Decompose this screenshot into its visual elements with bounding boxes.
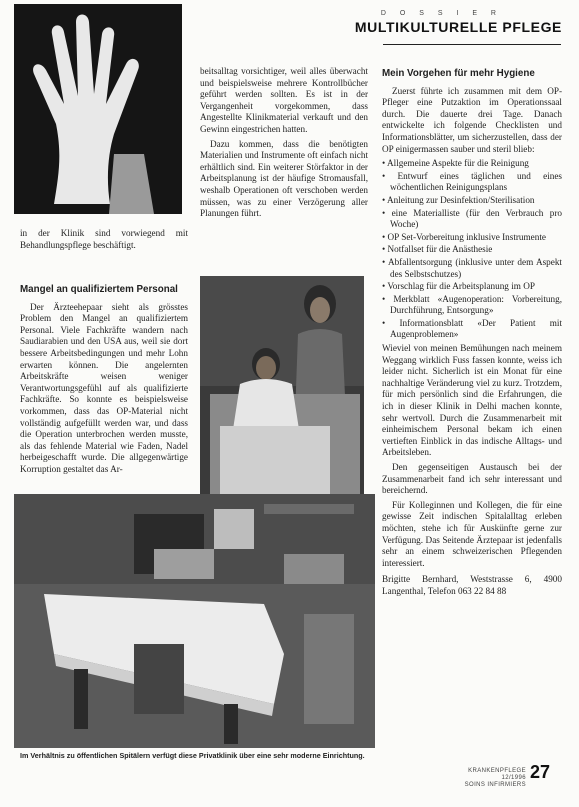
checklist-item: • Vorschlag für die Arbeitsplanung im OP bbox=[382, 281, 562, 293]
header-rule bbox=[383, 44, 561, 45]
magazine-footer bbox=[444, 768, 526, 789]
checklist-item: • Allgemeine Aspekte für die Reinigung bbox=[382, 158, 562, 170]
checklist-item: • OP Set-Vorbereitung inklusive Instrumente bbox=[382, 232, 562, 244]
paragraph-materials: Dazu kommen, dass die benötigten Materialien und Instrumente oft einfach nicht erhältlich sind. Ein weiterer Störfaktor in der Arbeitsplanung ist der häufige Stromausfall, weshalb Operationen oft verschoben werden müssen, was zu einer Verzögerung aller Planungen führt. bbox=[200, 138, 368, 219]
operating-room-caption: Im Verhältnis zu öffentlichen Spitälern verfügt diese Privatklinik über eine sehr moderne Einrichtung. bbox=[20, 751, 365, 760]
column-1 bbox=[20, 284, 188, 479]
heading-personnel: Mangel an qualifiziertem Personal bbox=[20, 284, 178, 295]
checklist-item: • Merkblatt «Augenoperation: Vorbereitung, Durchführung, Entsorgung» bbox=[382, 294, 562, 317]
page-number: 27 bbox=[530, 762, 551, 782]
checklist-item: • eine Materialliste (für den Verbrauch pro Woche) bbox=[382, 208, 562, 231]
paragraph-personnel: Der Ärzteehepaar sieht als grösstes Problem den Mangel an qualifiziertem Personal. Viele Fachkräfte wandern nach Saudiarabien und den USA aus, weil sie dort bessere Arbeitsbedingungen und mehr Lohn erwarten können. Die angelernten Arbeitskräfte weisen weniger Verantwortungsgefühl auf als qualifizierte Fachkräfte. So konnte es beispielsweise vorkommen, dass das OP-Material nicht vollständig aufgefüllt werden war, und dass die Operation unterbrochen werden musste, als das fehlende Material wie Faden, Nadel herbeigeschafft wurde. Die allgegenwärtige Korruption gestaltet das Ar- bbox=[20, 301, 188, 474]
magazine-name: KRANKENPFLEGE 12/1996 bbox=[468, 768, 526, 781]
paragraph-exchange: Den gegenseitigen Austausch bei der Zusammenarbeit fand ich sehr interessant und bereichernd. bbox=[382, 462, 562, 496]
author-signature: Brigitte Bernhard, Weststrasse 6, 4900 Langenthal, Telefon 063 22 84 88 bbox=[382, 574, 562, 596]
hand-photo bbox=[14, 4, 182, 214]
checklist-item: • Informationsblatt «Der Patient mit Augenproblemen» bbox=[382, 318, 562, 341]
column-3 bbox=[382, 68, 562, 601]
paragraph-work: beitsalltag vorsichtiger, weil alles überwacht und beispielsweise mehrere Kontrollbücher geführt werden sollten. Es ist in der Vergangenheit vorgekommen, dass Angestellte Klinikmaterial verkauft und den Gewinn eingestrichen hatten. bbox=[200, 66, 368, 134]
checklist bbox=[382, 158, 562, 341]
checklist-item: • Entwurf eines täglichen und eines wöchentlichen Reinigungsplans bbox=[382, 171, 562, 194]
paragraph-colleagues: Für Kolleginnen und Kollegen, die für eine gewisse Zeit indischen Spitalalltag erleben möchten, stehe ich für Auskünfte gerne zur Verfügung. Das Seitende Ärztepaar ist jedenfalls sehr an einem schweizerischen Pflegenden interessiert. bbox=[382, 499, 562, 568]
column-2 bbox=[200, 66, 368, 223]
magazine-name-fr: SOINS INFIRMIERS bbox=[464, 782, 526, 788]
page-header bbox=[262, 10, 562, 35]
column-1-top bbox=[20, 228, 188, 254]
column-1-intro: in der Klinik sind vorwiegend mit Behandlungspflege beschäftigt. bbox=[20, 228, 188, 250]
heading-hygiene: Mein Vorgehen für mehr Hygiene bbox=[382, 68, 535, 79]
paragraph-intro: Zuerst führte ich zusammen mit dem OP-Pfleger eine Putzaktion im Operationssaal durch. Die dauerte drei Tage. Danach entwickelte ich folgende Checklisten und Informationsblätter, um sicherzustellen, dass der OP einigermassen sauber und steril blieb: bbox=[382, 85, 562, 154]
section-kicker: D O S S I E R bbox=[380, 10, 502, 17]
checklist-item: • Abfallentsorgung (inklusive unter dem Aspekt des Selbstschutzes) bbox=[382, 257, 562, 280]
portrait-photo bbox=[200, 276, 364, 498]
checklist-item: • Notfallset für die Anästhesie bbox=[382, 244, 562, 256]
section-title: MULTIKULTURELLE PFLEGE bbox=[354, 19, 562, 35]
checklist-item: • Anleitung zur Desinfektion/Sterilisation bbox=[382, 195, 562, 207]
operating-room-photo bbox=[14, 494, 375, 748]
paragraph-reflection: Wieviel von meinen Bemühungen nach meinem Weggang wirklich Fuss fassen konnte, weiss ich leider nicht. Sicherlich ist ein Monat für eine nachhaltige Veränderung viel zu kurz. Trotzdem, für mich persönlich sind die Erfahrungen, die ich in dieser Klinik in Delhi machen konnte, sehr wertvoll. Durch die Zusammenarbeit mit einheimischem Personal bekam ich einen vertieften Einblick in das indische Alltags- und Arbeitsleben. bbox=[382, 343, 562, 458]
